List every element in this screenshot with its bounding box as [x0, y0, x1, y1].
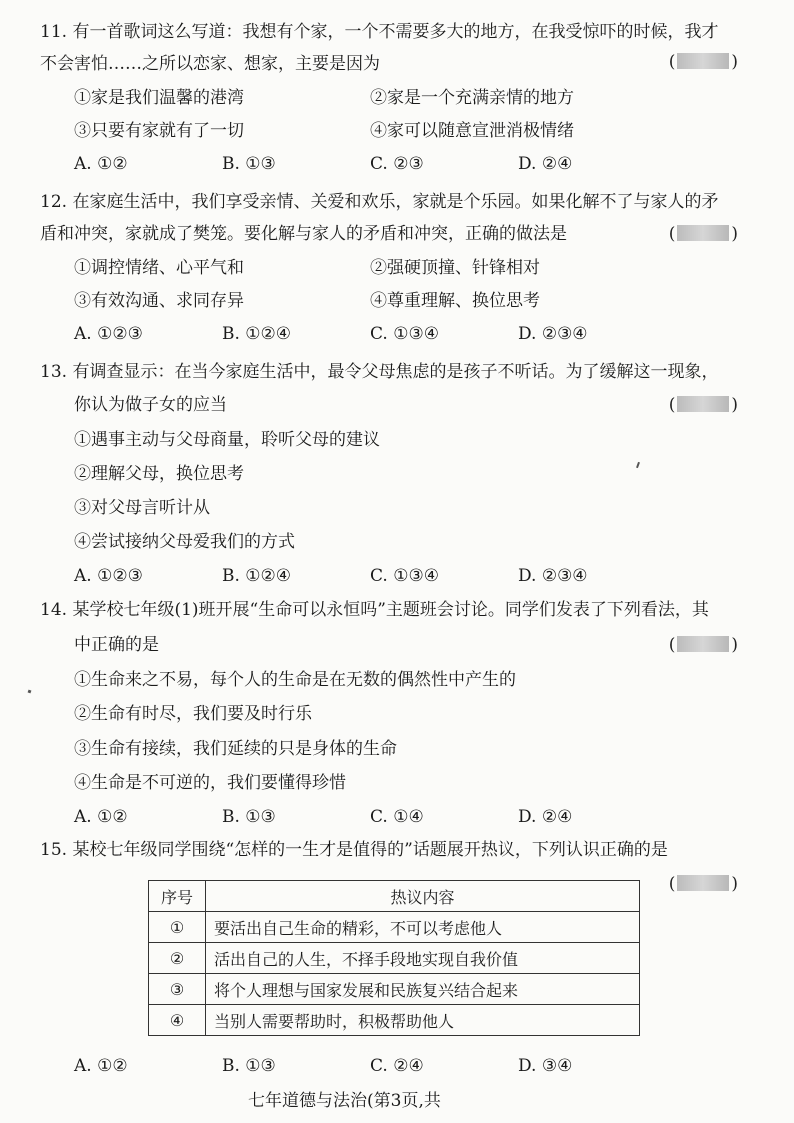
- statement: ②生命有时尽，我们要及时行乐: [74, 704, 312, 724]
- statement: ②强硬顶撞、针锋相对: [370, 258, 540, 278]
- question-text: 盾和冲突，家就成了樊笼。要化解与家人的矛盾和冲突，正确的做法是: [40, 224, 567, 244]
- blurred-answer-blank: [677, 53, 729, 69]
- table-header-row: [149, 881, 640, 912]
- table-cell-content: 当别人需要帮助时，积极帮助他人: [206, 1005, 640, 1036]
- blurred-answer-blank: [677, 225, 729, 241]
- statement: ①遇事主动与父母商量，聆听父母的建议: [74, 430, 380, 450]
- question-text: 某学校七年级(1)班开展“生命可以永恒吗”主题班会讨论。同学们发表了下列看法，其: [72, 600, 709, 620]
- answer-bracket-13: ( ): [668, 395, 738, 415]
- statement: ③对父母言听计从: [74, 498, 210, 518]
- statement: ②理解父母，换位思考: [74, 464, 244, 484]
- question-number: 15.: [40, 840, 68, 860]
- choice-c: C. ①③④: [370, 566, 439, 586]
- choice-a: A. ①②: [74, 807, 128, 827]
- statement: ④生命是不可逆的，我们要懂得珍惜: [74, 773, 346, 793]
- question-12-line-1: [40, 190, 718, 214]
- table-cell-content: 将个人理想与国家发展和民族复兴结合起来: [206, 974, 640, 1005]
- choice-c: C. ②④: [370, 1056, 424, 1076]
- question-text: 你认为做子女的应当: [74, 395, 227, 415]
- question-text: 有调查显示：在当今家庭生活中，最令父母焦虑的是孩子不听话。为了缓解这一现象，: [72, 362, 719, 382]
- table-row: [149, 943, 640, 974]
- choice-c: C. ①③④: [370, 324, 439, 344]
- question-14-line-1: [40, 598, 709, 622]
- statement: ③只要有家就有了一切: [74, 121, 244, 141]
- choice-d: D. ②④: [518, 807, 573, 827]
- answer-choices-12: [74, 322, 666, 346]
- answer-bracket-15: ( ): [668, 874, 738, 894]
- answer-choices-15: [74, 1054, 666, 1078]
- table-cell-index: ④: [149, 1005, 206, 1036]
- page-footer: 七年道德与法治(第3页,共: [248, 1091, 441, 1111]
- answer-bracket-12: ( ): [668, 224, 738, 244]
- choice-a: A. ①②: [74, 154, 128, 174]
- question-11-line-2: [40, 52, 380, 76]
- choice-c: C. ②③: [370, 154, 424, 174]
- table-header-content: 热议内容: [206, 881, 640, 912]
- question-number: 14.: [40, 600, 68, 620]
- discussion-table: [148, 880, 640, 1036]
- answer-bracket-11: ( ): [668, 52, 738, 72]
- question-11-line-1: [40, 20, 718, 44]
- choice-c: C. ①④: [370, 807, 424, 827]
- question-12-line-2: [40, 222, 567, 246]
- choice-b: B. ①②④: [222, 566, 292, 586]
- answer-choices-14: [74, 805, 666, 829]
- answer-choices-13: [74, 564, 666, 588]
- choice-d: D. ②④: [518, 154, 573, 174]
- choice-a: A. ①②③: [74, 566, 143, 586]
- blurred-answer-blank: [677, 875, 729, 891]
- choice-d: D. ③④: [518, 1056, 573, 1076]
- choice-d: D. ②③④: [518, 566, 588, 586]
- statement: ①生命来之不易，每个人的生命是在无数的偶然性中产生的: [74, 670, 516, 690]
- table-cell-content: 活出自己的人生，不择手段地实现自我价值: [206, 943, 640, 974]
- answer-choices-11: [74, 152, 666, 176]
- scan-speck: [28, 690, 32, 694]
- question-number: 11.: [40, 22, 68, 42]
- table-row: [149, 974, 640, 1005]
- blurred-answer-blank: [677, 636, 729, 652]
- scan-speck: [636, 462, 640, 468]
- statement: ②家是一个充满亲情的地方: [370, 88, 574, 108]
- statement: ①调控情绪、心平气和: [74, 258, 244, 278]
- statement: ③生命有接续，我们延续的只是身体的生命: [74, 739, 397, 759]
- question-13-line-2: [74, 393, 227, 417]
- blurred-answer-blank: [677, 396, 729, 412]
- question-text: 某校七年级同学围绕“怎样的一生才是值得的”话题展开热议，下列认识正确的是: [72, 840, 668, 860]
- question-text: 在家庭生活中，我们享受亲情、关爱和欢乐，家就是个乐园。如果化解不了与家人的矛: [72, 192, 719, 212]
- choice-d: D. ②③④: [518, 324, 588, 344]
- question-text: 中正确的是: [74, 635, 159, 655]
- statement: ③有效沟通、求同存异: [74, 291, 244, 311]
- question-number: 13.: [40, 362, 68, 382]
- question-14-line-2: [74, 633, 159, 657]
- statement: ④家可以随意宣泄消极情绪: [370, 121, 574, 141]
- statement: ④尊重理解、换位思考: [370, 291, 540, 311]
- question-text: 不会害怕……之所以恋家、想家，主要是因为: [40, 54, 380, 74]
- table-header-index: 序号: [149, 881, 206, 912]
- choice-a: A. ①②③: [74, 324, 143, 344]
- table-cell-index: ①: [149, 912, 206, 943]
- table-cell-index: ③: [149, 974, 206, 1005]
- choice-b: B. ①③: [222, 807, 276, 827]
- statement: ①家是我们温馨的港湾: [74, 88, 244, 108]
- answer-bracket-14: ( ): [668, 635, 738, 655]
- question-text: 有一首歌词这么写道：我想有个家，一个不需要多大的地方，在我受惊吓的时候，我才: [72, 22, 719, 42]
- choice-b: B. ①②④: [222, 324, 292, 344]
- choice-b: B. ①③: [222, 1056, 276, 1076]
- question-number: 12.: [40, 192, 68, 212]
- choice-b: B. ①③: [222, 154, 276, 174]
- question-15-line-1: [40, 838, 668, 862]
- table-cell-index: ②: [149, 943, 206, 974]
- table-row: [149, 1005, 640, 1036]
- question-13-line-1: [40, 360, 718, 384]
- table-row: [149, 912, 640, 943]
- table-cell-content: 要活出自己生命的精彩，不可以考虑他人: [206, 912, 640, 943]
- choice-a: A. ①②: [74, 1056, 128, 1076]
- statement: ④尝试接纳父母爱我们的方式: [74, 532, 295, 552]
